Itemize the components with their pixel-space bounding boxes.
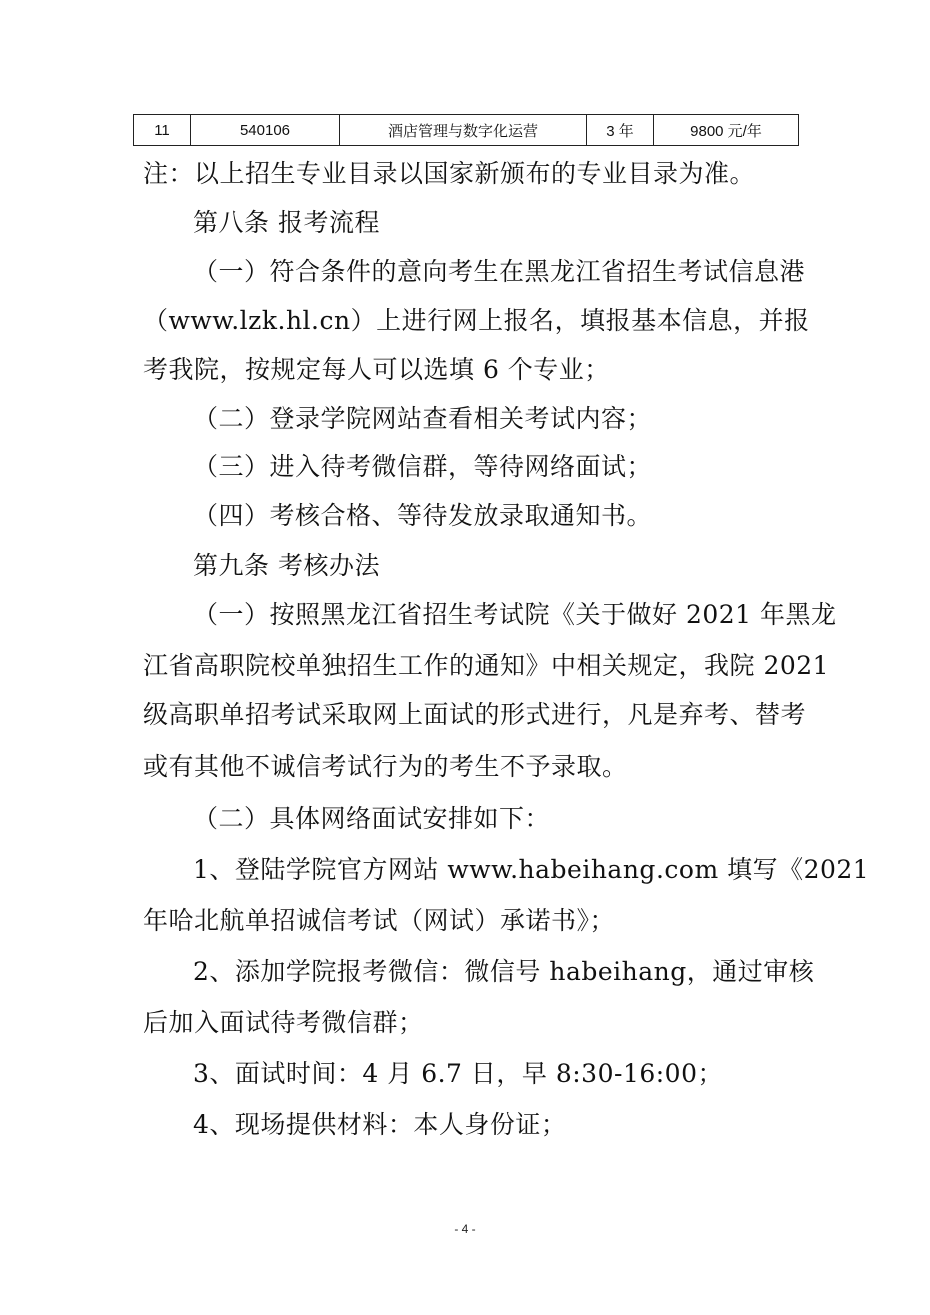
major-name: 酒店管理与数字化运营 <box>340 115 587 146</box>
article-9-heading: 第九条 考核办法 <box>193 551 380 580</box>
paragraph-line: 级高职单招考试采取网上面试的形式进行，凡是弃考、替考 <box>143 700 807 729</box>
paragraph-line: （二）具体网络面试安排如下： <box>193 804 551 833</box>
page-number: - 4 - <box>454 1222 476 1236</box>
major-code: 540106 <box>191 115 340 146</box>
paragraph-line: 考我院，按规定每人可以选填 6 个专业； <box>143 355 610 384</box>
paragraph-line: 4、现场提供材料：本人身份证； <box>193 1110 567 1139</box>
paragraph-line: 江省高职院校单独招生工作的通知》中相关规定，我院 2021 <box>143 651 830 680</box>
article-8-heading: 第八条 报考流程 <box>193 208 380 237</box>
row-index: 11 <box>134 115 191 146</box>
major-table <box>133 114 799 146</box>
tuition: 9800 元/年 <box>654 115 799 146</box>
paragraph-line: 1、登陆学院官方网站 www.habeihang.com 填写《2021 <box>193 855 870 884</box>
paragraph-line: 后加入面试待考微信群； <box>143 1008 424 1037</box>
paragraph-line: （二）登录学院网站查看相关考试内容； <box>193 404 653 433</box>
table-row <box>134 115 799 146</box>
paragraph-line: 2、添加学院报考微信：微信号 habeihang，通过审核 <box>193 957 815 986</box>
paragraph-line: 年哈北航单招诚信考试（网试）承诺书》； <box>143 906 616 935</box>
note-line: 注：以上招生专业目录以国家新颁布的专业目录为准。 <box>143 159 756 188</box>
paragraph-line: （一）按照黑龙江省招生考试院《关于做好 2021 年黑龙 <box>193 600 837 629</box>
duration: 3 年 <box>587 115 654 146</box>
paragraph-line: （四）考核合格、等待发放录取通知书。 <box>193 501 653 530</box>
paragraph-line: 3、面试时间：4 月 6.7 日，早 8:30-16:00； <box>193 1059 723 1088</box>
paragraph-line: （www.lzk.hl.cn）上进行网上报名，填报基本信息，并报 <box>143 306 810 335</box>
paragraph-line: 或有其他不诚信考试行为的考生不予录取。 <box>143 752 628 781</box>
paragraph-line: （一）符合条件的意向考生在黑龙江省招生考试信息港 <box>193 257 806 286</box>
paragraph-line: （三）进入待考微信群，等待网络面试； <box>193 452 653 481</box>
